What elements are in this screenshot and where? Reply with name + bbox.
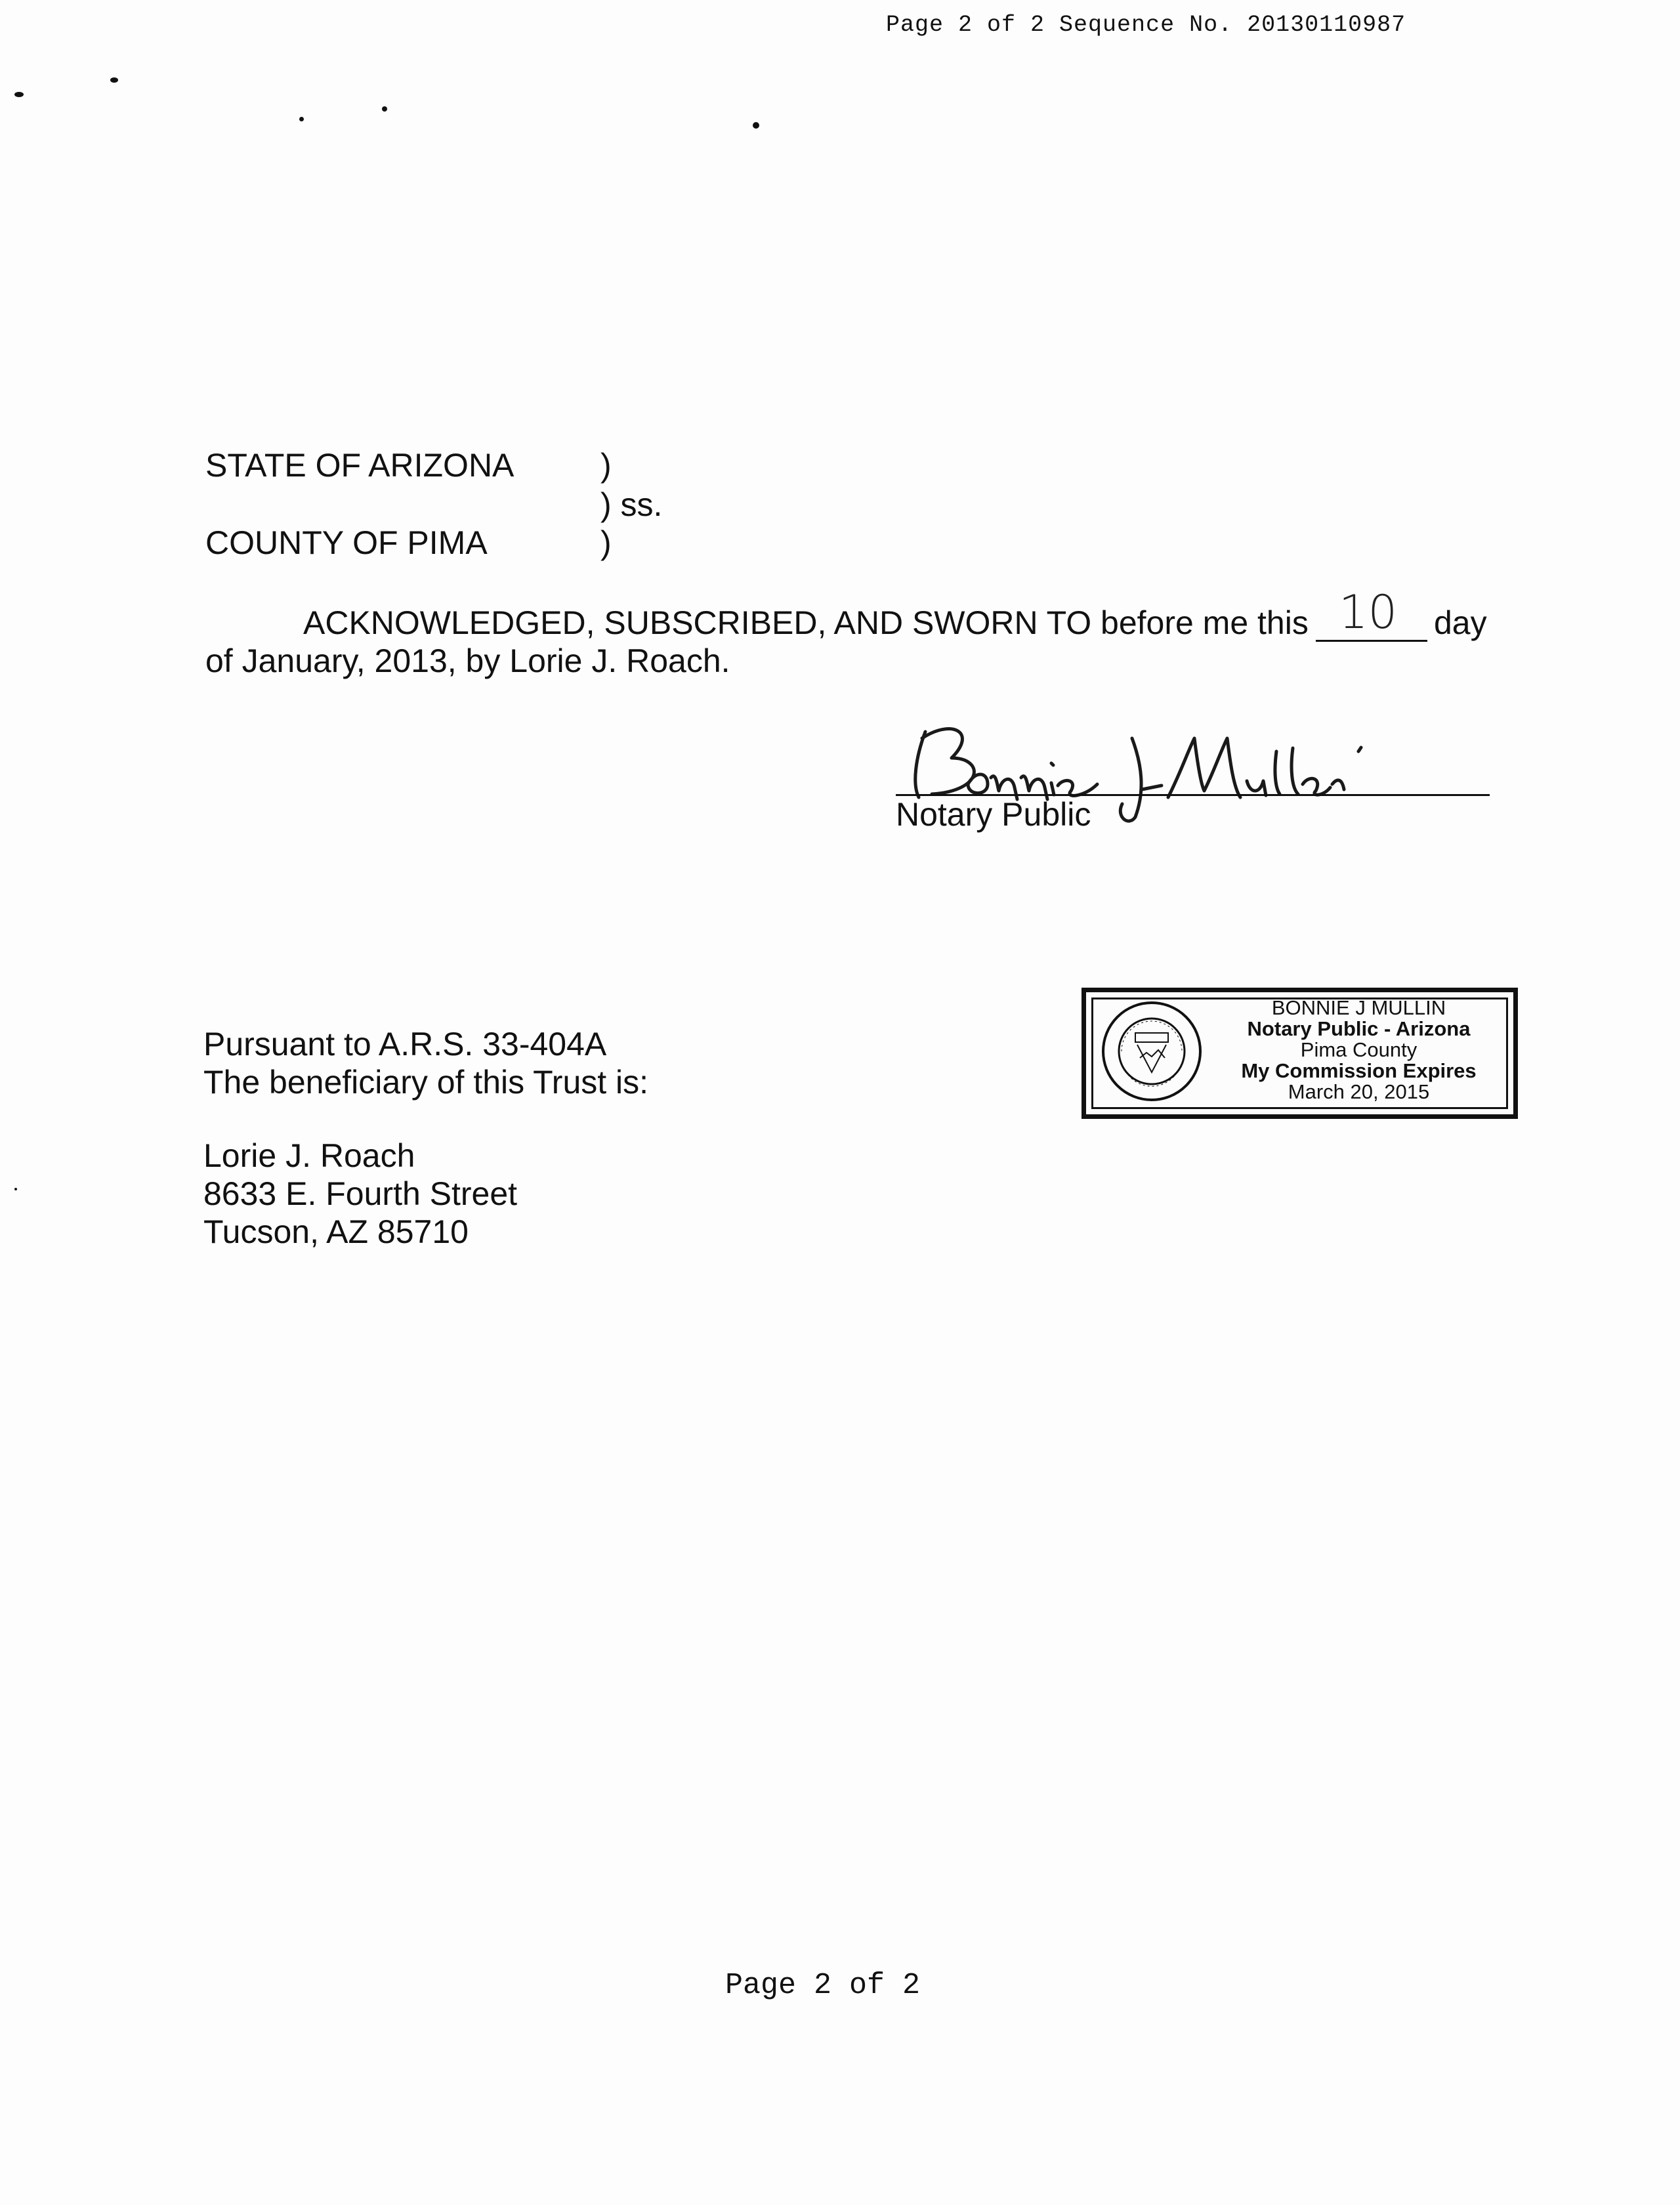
stamp-notary-name: BONNIE J MULLIN bbox=[1271, 996, 1446, 1019]
stamp-county: Pima County bbox=[1300, 1038, 1418, 1061]
notary-public-label: Notary Public bbox=[896, 796, 1091, 833]
scan-speck bbox=[299, 117, 304, 121]
acknowledgment-line-1: ACKNOWLEDGED, SUBSCRIBED, AND SWORN TO before me this bbox=[303, 604, 1309, 641]
page-footer: Page 2 of 2 bbox=[725, 1969, 921, 2002]
beneficiary-street: 8633 E. Fourth Street bbox=[203, 1175, 518, 1212]
scan-speck bbox=[753, 122, 759, 129]
day-blank-line bbox=[1316, 640, 1427, 642]
recording-header: Page 2 of 2 Sequence No. 20130110987 bbox=[886, 12, 1406, 38]
beneficiary-name: Lorie J. Roach bbox=[203, 1137, 415, 1174]
venue-paren-top: ) bbox=[600, 447, 612, 484]
stamp-expiry-date: March 20, 2015 bbox=[1288, 1080, 1430, 1103]
state-seal-icon bbox=[1099, 999, 1204, 1104]
venue-state: STATE OF ARIZONA bbox=[205, 447, 514, 484]
stamp-expiry-label: My Commission Expires bbox=[1241, 1059, 1477, 1082]
stamp-text-block bbox=[1211, 998, 1507, 1102]
stamp-commission-state: Notary Public - Arizona bbox=[1247, 1017, 1471, 1040]
venue-paren-bottom: ) bbox=[600, 524, 612, 561]
acknowledgment-line-2: of January, 2013, by Lorie J. Roach. bbox=[205, 642, 730, 679]
beneficiary-intro: The beneficiary of this Trust is: bbox=[203, 1064, 649, 1101]
venue-county: COUNTY OF PIMA bbox=[205, 524, 488, 561]
day-handwritten-value: 10 bbox=[1339, 585, 1398, 639]
statute-reference: Pursuant to A.R.S. 33-404A bbox=[203, 1026, 607, 1062]
scan-speck bbox=[14, 92, 24, 97]
scan-speck bbox=[382, 106, 387, 112]
notary-stamp bbox=[1082, 988, 1518, 1119]
beneficiary-city: Tucson, AZ 85710 bbox=[203, 1213, 469, 1250]
scan-speck bbox=[14, 1188, 17, 1190]
venue-paren-ss: ) ss. bbox=[600, 486, 663, 523]
scan-speck bbox=[110, 77, 118, 83]
acknowledgment-day-word: day bbox=[1434, 604, 1487, 641]
